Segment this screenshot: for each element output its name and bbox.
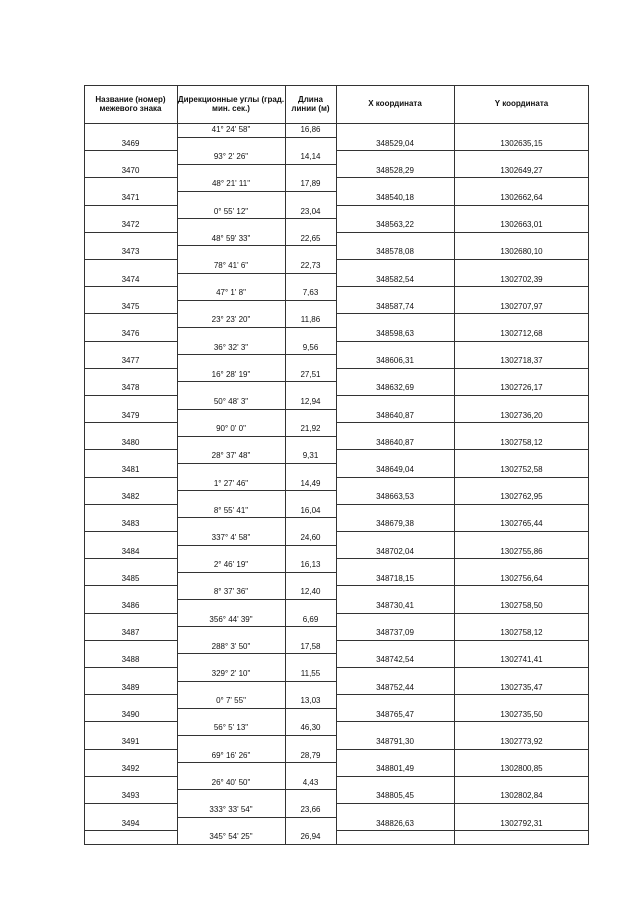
point-row-line: [336, 694, 589, 695]
segment-row-line: [177, 191, 336, 192]
segment-row-line: [177, 490, 336, 491]
line-length: 17,89: [300, 179, 321, 189]
line-length: 17,58: [300, 641, 321, 651]
segment-row-line: [177, 817, 336, 818]
direction-angle: 36° 32' 3": [213, 342, 249, 352]
header-x: X координата: [368, 99, 422, 109]
y-coordinate: 1302762,95: [500, 492, 543, 502]
point-row-line: [336, 640, 589, 641]
line-length: 22,65: [300, 233, 321, 243]
point-row-line: [84, 232, 177, 233]
point-row-line: [84, 776, 177, 777]
y-coordinate: 1302756,64: [500, 573, 543, 583]
point-name: 3490: [121, 709, 140, 719]
direction-angle: 56° 5' 13": [213, 723, 249, 733]
segment-row-line: [177, 273, 336, 274]
x-coordinate: 348563,22: [376, 220, 414, 230]
point-name: 3480: [121, 437, 140, 447]
point-name: 3489: [121, 682, 140, 692]
point-row-line: [336, 721, 589, 722]
x-coordinate: 348529,04: [376, 138, 414, 148]
point-row-line: [84, 504, 177, 505]
segment-row-line: [177, 245, 336, 246]
x-coordinate: 348649,04: [376, 465, 414, 474]
y-coordinate: 1302800,85: [500, 764, 543, 774]
point-name: 3487: [121, 628, 140, 638]
line-length: 16,04: [300, 505, 321, 515]
boundary-coordinates-table: [84, 85, 589, 845]
y-coordinate: 1302662,64: [500, 193, 543, 202]
line-length: 46,30: [300, 723, 321, 733]
segment-row-line: [177, 681, 336, 682]
point-row-line: [336, 368, 589, 369]
x-coordinate: 348528,29: [376, 165, 414, 175]
line-length: 24,60: [300, 533, 321, 542]
y-coordinate: 1302765,44: [500, 519, 543, 529]
line-length: 11,55: [300, 669, 321, 678]
segment-row-line: [177, 436, 336, 437]
x-coordinate: 348679,38: [376, 519, 414, 529]
y-coordinate: 1302741,41: [500, 655, 543, 665]
line-length: 14,14: [300, 152, 321, 162]
point-name: 3474: [121, 274, 140, 284]
point-name: 3488: [121, 655, 140, 665]
direction-angle: 288° 3' 50": [211, 641, 251, 651]
point-row-line: [336, 232, 589, 233]
point-name: 3483: [121, 519, 140, 529]
point-row-line: [336, 558, 589, 559]
direction-angle: 337° 4' 58": [211, 533, 251, 542]
point-row-line: [84, 449, 177, 450]
point-row-line: [336, 422, 589, 423]
direction-angle: 90° 0' 0": [216, 424, 246, 434]
line-length: 9,31: [302, 451, 319, 461]
x-coordinate: 348702,04: [376, 546, 414, 556]
direction-angle: 333° 33' 54": [209, 805, 253, 814]
x-coordinate: 348752,44: [376, 682, 414, 692]
y-coordinate: 1302792,31: [500, 818, 543, 828]
point-name: 3491: [121, 737, 140, 746]
direction-angle: 345° 54' 25": [209, 832, 253, 842]
y-coordinate: 1302773,92: [500, 737, 543, 746]
point-row-line: [84, 531, 177, 532]
segment-row-line: [177, 762, 336, 763]
line-length: 21,92: [300, 424, 321, 434]
segment-row-line: [177, 599, 336, 600]
point-row-line: [336, 205, 589, 206]
point-row-line: [84, 667, 177, 668]
point-row-line: [336, 259, 589, 260]
segment-row-line: [177, 218, 336, 219]
line-length: 23,04: [300, 206, 321, 216]
point-row-line: [336, 749, 589, 750]
point-row-line: [84, 803, 177, 804]
point-row-line: [336, 531, 589, 532]
point-row-line: [84, 177, 177, 178]
y-coordinate: 1302758,12: [500, 437, 543, 447]
segment-row-line: [177, 409, 336, 410]
segment-row-line: [177, 300, 336, 301]
line-length: 22,73: [300, 261, 321, 270]
line-length: 12,40: [300, 587, 321, 597]
line-length: 11,86: [300, 315, 321, 325]
direction-angle: 23° 23' 20": [211, 315, 251, 325]
point-name: 3485: [121, 573, 140, 583]
table-bottom-border: [84, 844, 589, 845]
point-row-line: [336, 667, 589, 668]
point-row-line: [336, 613, 589, 614]
direction-angle: 48° 21' 11": [211, 179, 251, 189]
point-row-line: [336, 585, 589, 586]
direction-angle: 93° 2' 26": [213, 152, 249, 162]
x-coordinate: 348578,08: [376, 247, 414, 257]
point-row-line: [84, 150, 177, 151]
point-row-line: [84, 640, 177, 641]
segment-row-line: [177, 354, 336, 355]
y-coordinate: 1302735,47: [500, 682, 543, 692]
y-coordinate: 1302736,20: [500, 410, 543, 420]
point-name: 3471: [121, 193, 140, 202]
point-row-line: [336, 313, 589, 314]
segment-row-line: [177, 164, 336, 165]
x-coordinate: 348540,18: [376, 193, 414, 202]
point-row-line: [84, 721, 177, 722]
segment-row-line: [177, 653, 336, 654]
x-coordinate: 348640,87: [376, 410, 414, 420]
point-row-line: [84, 205, 177, 206]
point-row-line: [336, 477, 589, 478]
segment-row-line: [177, 517, 336, 518]
segment-row-line: [177, 327, 336, 328]
direction-angle: 8° 55' 41": [213, 505, 249, 515]
point-row-line: [336, 504, 589, 505]
direction-angle: 1° 27' 46": [213, 478, 249, 488]
line-length: 9,56: [302, 342, 319, 352]
x-coordinate: 348606,31: [376, 356, 414, 366]
y-coordinate: 1302752,58: [500, 465, 543, 474]
y-coordinate: 1302758,12: [500, 628, 543, 638]
point-row-line: [84, 313, 177, 314]
header-length: Длина линии (м): [291, 94, 330, 113]
point-row-line: [84, 477, 177, 478]
point-name: 3479: [121, 410, 140, 420]
line-length: 6,69: [302, 614, 319, 624]
point-row-line: [84, 368, 177, 369]
point-row-line: [84, 395, 177, 396]
point-name: 3493: [121, 791, 140, 801]
x-coordinate: 348663,53: [376, 492, 414, 502]
direction-angle: 329° 2' 10": [211, 669, 251, 678]
x-coordinate: 348801,49: [376, 764, 414, 774]
y-coordinate: 1302635,15: [500, 138, 543, 148]
point-row-line: [336, 449, 589, 450]
line-length: 23,66: [300, 805, 321, 814]
point-name: 3469: [121, 138, 140, 148]
y-coordinate: 1302712,68: [500, 329, 543, 338]
segment-row-line: [177, 545, 336, 546]
point-row-line: [84, 341, 177, 342]
segment-row-line: [177, 789, 336, 790]
line-length: 16,86: [300, 125, 321, 134]
line-length: 28,79: [300, 750, 321, 760]
point-row-line: [336, 395, 589, 396]
y-coordinate: 1302680,10: [500, 247, 543, 257]
point-row-line: [336, 830, 589, 831]
point-name: 3478: [121, 383, 140, 393]
y-coordinate: 1302663,01: [500, 220, 543, 230]
line-length: 14,49: [300, 478, 321, 488]
line-length: 7,63: [302, 288, 319, 298]
direction-angle: 28° 37' 48": [211, 451, 251, 461]
point-row-line: [336, 177, 589, 178]
point-row-line: [84, 830, 177, 831]
y-coordinate: 1302718,37: [500, 356, 543, 366]
x-coordinate: 348826,63: [376, 818, 414, 828]
direction-angle: 26° 40' 50": [211, 777, 251, 787]
x-coordinate: 348791,30: [376, 737, 414, 746]
x-coordinate: 348730,41: [376, 601, 414, 610]
point-name: 3484: [121, 546, 140, 556]
x-coordinate: 348632,69: [376, 383, 414, 393]
y-coordinate: 1302707,97: [500, 301, 543, 311]
point-name: 3477: [121, 356, 140, 366]
y-coordinate: 1302649,27: [500, 165, 543, 175]
y-coordinate: 1302702,39: [500, 274, 543, 284]
segment-row-line: [177, 735, 336, 736]
point-row-line: [336, 803, 589, 804]
point-name: 3475: [121, 301, 140, 311]
direction-angle: 8° 37' 36": [213, 587, 249, 597]
direction-angle: 50° 48' 3": [213, 397, 249, 406]
point-name: 3473: [121, 247, 140, 257]
direction-angle: 48° 59' 33": [211, 233, 251, 243]
point-row-line: [336, 341, 589, 342]
direction-angle: 78° 41' 6": [213, 261, 249, 270]
header-y: Y координата: [494, 99, 549, 109]
point-row-line: [336, 150, 589, 151]
point-name: 3481: [121, 465, 140, 474]
line-length: 26,94: [300, 832, 321, 842]
direction-angle: 69° 16' 26": [211, 750, 251, 760]
y-coordinate: 1302755,86: [500, 546, 543, 556]
segment-row-line: [177, 572, 336, 573]
direction-angle: 0° 7' 55": [216, 696, 246, 706]
segment-row-line: [177, 463, 336, 464]
direction-angle: 16° 28' 19": [211, 369, 251, 379]
direction-angle: 0° 55' 12": [213, 206, 249, 216]
point-row-line: [84, 422, 177, 423]
point-name: 3486: [121, 601, 140, 610]
line-length: 12,94: [300, 397, 321, 406]
header-name: Название (номер) межевого знака: [95, 94, 166, 113]
x-coordinate: 348598,63: [376, 329, 414, 338]
x-coordinate: 348742,54: [376, 655, 414, 665]
x-coordinate: 348765,47: [376, 709, 414, 719]
x-coordinate: 348582,54: [376, 274, 414, 284]
line-length: 16,13: [300, 560, 321, 570]
direction-angle: 356° 44' 39": [209, 614, 253, 624]
y-coordinate: 1302735,50: [500, 709, 543, 719]
y-coordinate: 1302802,84: [500, 791, 543, 801]
point-row-line: [84, 558, 177, 559]
point-name: 3470: [121, 165, 140, 175]
x-coordinate: 348718,15: [376, 573, 414, 583]
header-angle: Дирекционные углы (град. мин. сек.): [177, 94, 285, 113]
direction-angle: 41° 24' 58": [211, 125, 251, 134]
segment-row-line: [177, 381, 336, 382]
point-name: 3494: [121, 818, 140, 828]
direction-angle: 47° 1' 8": [216, 288, 246, 298]
x-coordinate: 348805,45: [376, 791, 414, 801]
segment-row-line: [177, 626, 336, 627]
point-row-line: [84, 613, 177, 614]
x-coordinate: 348640,87: [376, 437, 414, 447]
segment-row-line: [177, 137, 336, 138]
point-name: 3472: [121, 220, 140, 230]
y-coordinate: 1302758,50: [500, 601, 543, 610]
point-name: 3492: [121, 764, 140, 774]
segment-row-line: [177, 708, 336, 709]
x-coordinate: 348737,09: [376, 628, 414, 638]
line-length: 13,03: [300, 696, 321, 706]
y-coordinate: 1302726,17: [500, 383, 543, 393]
point-row-line: [84, 585, 177, 586]
point-row-line: [84, 694, 177, 695]
point-name: 3476: [121, 329, 140, 338]
point-row-line: [84, 259, 177, 260]
direction-angle: 2° 46' 19": [213, 560, 249, 570]
x-coordinate: 348587,74: [376, 301, 414, 311]
point-row-line: [84, 749, 177, 750]
point-name: 3482: [121, 492, 140, 502]
line-length: 27,51: [300, 369, 321, 379]
point-row-line: [336, 286, 589, 287]
line-length: 4,43: [302, 777, 319, 787]
point-row-line: [336, 776, 589, 777]
point-row-line: [84, 286, 177, 287]
